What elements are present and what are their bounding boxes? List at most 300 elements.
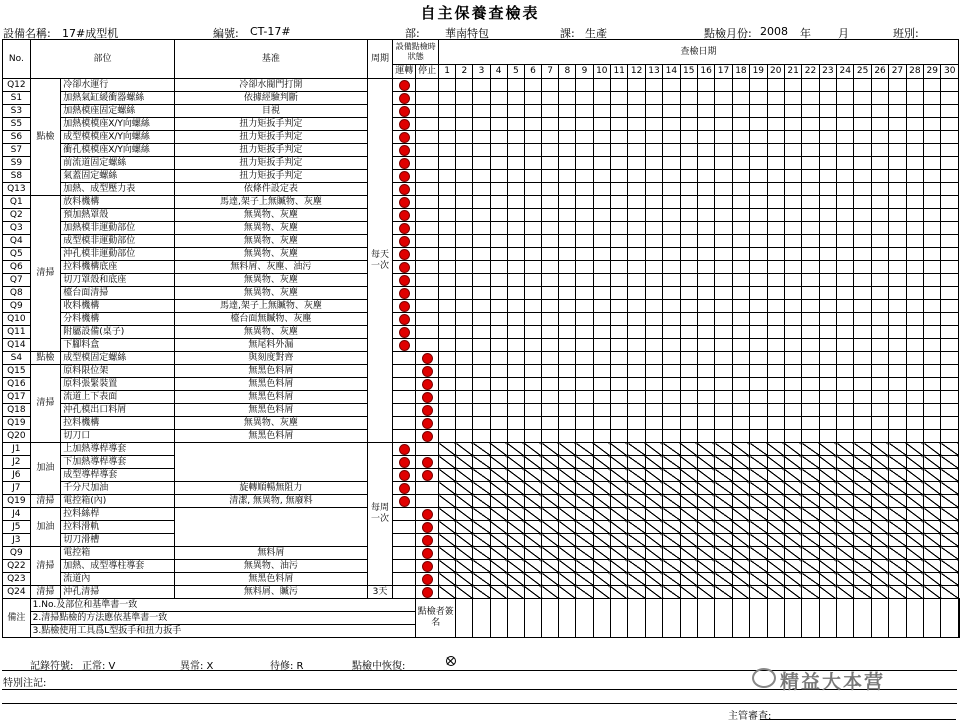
- check-cell[interactable]: [750, 443, 767, 456]
- check-cell[interactable]: [507, 586, 524, 599]
- check-cell[interactable]: [663, 378, 680, 391]
- check-cell[interactable]: [524, 417, 541, 430]
- check-cell[interactable]: [507, 144, 524, 157]
- check-cell[interactable]: [871, 573, 888, 586]
- check-cell[interactable]: [680, 521, 697, 534]
- check-cell[interactable]: [456, 365, 473, 378]
- check-cell[interactable]: [871, 404, 888, 417]
- check-cell[interactable]: [524, 508, 541, 521]
- check-cell[interactable]: [906, 235, 923, 248]
- check-cell[interactable]: [456, 248, 473, 261]
- check-cell[interactable]: [732, 508, 749, 521]
- check-cell[interactable]: [854, 430, 871, 443]
- check-cell[interactable]: [645, 404, 662, 417]
- check-cell[interactable]: [542, 92, 559, 105]
- check-cell[interactable]: [439, 547, 456, 560]
- check-cell[interactable]: [490, 378, 507, 391]
- check-cell[interactable]: [628, 79, 645, 92]
- check-cell[interactable]: [680, 196, 697, 209]
- check-cell[interactable]: [507, 417, 524, 430]
- check-cell[interactable]: [732, 157, 749, 170]
- check-cell[interactable]: [559, 300, 576, 313]
- check-cell[interactable]: [524, 521, 541, 534]
- check-cell[interactable]: [559, 573, 576, 586]
- check-cell[interactable]: [645, 378, 662, 391]
- check-cell[interactable]: [473, 430, 490, 443]
- check-cell[interactable]: [524, 430, 541, 443]
- check-cell[interactable]: [715, 235, 732, 248]
- check-cell[interactable]: [871, 469, 888, 482]
- check-cell[interactable]: [628, 560, 645, 573]
- check-cell[interactable]: [750, 547, 767, 560]
- check-cell[interactable]: [871, 300, 888, 313]
- check-cell[interactable]: [715, 339, 732, 352]
- check-cell[interactable]: [524, 469, 541, 482]
- check-cell[interactable]: [889, 586, 906, 599]
- check-cell[interactable]: [854, 222, 871, 235]
- check-cell[interactable]: [680, 482, 697, 495]
- check-cell[interactable]: [924, 339, 941, 352]
- check-cell[interactable]: [732, 326, 749, 339]
- check-cell[interactable]: [715, 521, 732, 534]
- check-cell[interactable]: [663, 443, 680, 456]
- check-cell[interactable]: [697, 443, 714, 456]
- check-cell[interactable]: [507, 209, 524, 222]
- check-cell[interactable]: [854, 456, 871, 469]
- check-cell[interactable]: [697, 222, 714, 235]
- check-cell[interactable]: [490, 547, 507, 560]
- check-cell[interactable]: [837, 456, 854, 469]
- check-cell[interactable]: [610, 235, 627, 248]
- check-cell[interactable]: [924, 456, 941, 469]
- check-cell[interactable]: [871, 79, 888, 92]
- check-cell[interactable]: [819, 430, 836, 443]
- check-cell[interactable]: [715, 313, 732, 326]
- check-cell[interactable]: [593, 508, 610, 521]
- check-cell[interactable]: [906, 79, 923, 92]
- check-cell[interactable]: [697, 547, 714, 560]
- check-cell[interactable]: [715, 209, 732, 222]
- check-cell[interactable]: [490, 79, 507, 92]
- check-cell[interactable]: [906, 92, 923, 105]
- check-cell[interactable]: [732, 404, 749, 417]
- check-cell[interactable]: [559, 79, 576, 92]
- check-cell[interactable]: [871, 209, 888, 222]
- check-cell[interactable]: [456, 300, 473, 313]
- check-cell[interactable]: [593, 586, 610, 599]
- check-cell[interactable]: [889, 508, 906, 521]
- check-cell[interactable]: [663, 391, 680, 404]
- check-cell[interactable]: [906, 534, 923, 547]
- check-cell[interactable]: [663, 417, 680, 430]
- check-cell[interactable]: [593, 404, 610, 417]
- check-cell[interactable]: [559, 170, 576, 183]
- check-cell[interactable]: [924, 183, 941, 196]
- check-cell[interactable]: [473, 170, 490, 183]
- check-cell[interactable]: [784, 222, 801, 235]
- check-cell[interactable]: [924, 261, 941, 274]
- check-cell[interactable]: [542, 378, 559, 391]
- check-cell[interactable]: [507, 430, 524, 443]
- check-cell[interactable]: [871, 144, 888, 157]
- check-cell[interactable]: [439, 339, 456, 352]
- check-cell[interactable]: [542, 417, 559, 430]
- check-cell[interactable]: [837, 300, 854, 313]
- check-cell[interactable]: [941, 157, 959, 170]
- check-cell[interactable]: [854, 534, 871, 547]
- check-cell[interactable]: [906, 391, 923, 404]
- check-cell[interactable]: [456, 339, 473, 352]
- check-cell[interactable]: [524, 443, 541, 456]
- check-cell[interactable]: [837, 131, 854, 144]
- check-cell[interactable]: [490, 430, 507, 443]
- signature-cell[interactable]: [507, 599, 524, 638]
- check-cell[interactable]: [473, 287, 490, 300]
- check-cell[interactable]: [750, 131, 767, 144]
- check-cell[interactable]: [819, 443, 836, 456]
- check-cell[interactable]: [819, 183, 836, 196]
- check-cell[interactable]: [645, 352, 662, 365]
- check-cell[interactable]: [750, 209, 767, 222]
- check-cell[interactable]: [697, 261, 714, 274]
- check-cell[interactable]: [610, 92, 627, 105]
- check-cell[interactable]: [663, 469, 680, 482]
- check-cell[interactable]: [645, 209, 662, 222]
- signature-cell[interactable]: [924, 599, 941, 638]
- check-cell[interactable]: [802, 365, 819, 378]
- check-cell[interactable]: [439, 131, 456, 144]
- check-cell[interactable]: [906, 547, 923, 560]
- check-cell[interactable]: [663, 573, 680, 586]
- check-cell[interactable]: [473, 79, 490, 92]
- check-cell[interactable]: [871, 131, 888, 144]
- check-cell[interactable]: [889, 248, 906, 261]
- check-cell[interactable]: [750, 456, 767, 469]
- check-cell[interactable]: [906, 508, 923, 521]
- check-cell[interactable]: [507, 313, 524, 326]
- check-cell[interactable]: [906, 170, 923, 183]
- check-cell[interactable]: [906, 417, 923, 430]
- check-cell[interactable]: [784, 534, 801, 547]
- check-cell[interactable]: [871, 313, 888, 326]
- check-cell[interactable]: [610, 300, 627, 313]
- check-cell[interactable]: [906, 209, 923, 222]
- check-cell[interactable]: [490, 235, 507, 248]
- check-cell[interactable]: [576, 534, 593, 547]
- check-cell[interactable]: [542, 183, 559, 196]
- signature-cell[interactable]: [593, 599, 610, 638]
- check-cell[interactable]: [697, 326, 714, 339]
- check-cell[interactable]: [715, 352, 732, 365]
- check-cell[interactable]: [610, 326, 627, 339]
- check-cell[interactable]: [750, 508, 767, 521]
- check-cell[interactable]: [924, 235, 941, 248]
- check-cell[interactable]: [680, 300, 697, 313]
- check-cell[interactable]: [715, 183, 732, 196]
- check-cell[interactable]: [576, 118, 593, 131]
- check-cell[interactable]: [542, 534, 559, 547]
- check-cell[interactable]: [439, 105, 456, 118]
- check-cell[interactable]: [645, 482, 662, 495]
- check-cell[interactable]: [456, 209, 473, 222]
- check-cell[interactable]: [490, 534, 507, 547]
- check-cell[interactable]: [732, 170, 749, 183]
- signature-cell[interactable]: [767, 599, 784, 638]
- check-cell[interactable]: [837, 391, 854, 404]
- check-cell[interactable]: [819, 313, 836, 326]
- check-cell[interactable]: [871, 391, 888, 404]
- check-cell[interactable]: [559, 92, 576, 105]
- check-cell[interactable]: [507, 105, 524, 118]
- check-cell[interactable]: [490, 573, 507, 586]
- check-cell[interactable]: [680, 313, 697, 326]
- check-cell[interactable]: [767, 313, 784, 326]
- check-cell[interactable]: [524, 365, 541, 378]
- check-cell[interactable]: [593, 313, 610, 326]
- check-cell[interactable]: [473, 547, 490, 560]
- check-cell[interactable]: [819, 157, 836, 170]
- check-cell[interactable]: [680, 287, 697, 300]
- check-cell[interactable]: [906, 573, 923, 586]
- check-cell[interactable]: [924, 209, 941, 222]
- check-cell[interactable]: [715, 157, 732, 170]
- check-cell[interactable]: [593, 79, 610, 92]
- check-cell[interactable]: [593, 391, 610, 404]
- check-cell[interactable]: [732, 105, 749, 118]
- check-cell[interactable]: [645, 521, 662, 534]
- check-cell[interactable]: [507, 157, 524, 170]
- check-cell[interactable]: [715, 248, 732, 261]
- check-cell[interactable]: [628, 183, 645, 196]
- check-cell[interactable]: [697, 352, 714, 365]
- check-cell[interactable]: [715, 170, 732, 183]
- check-cell[interactable]: [715, 144, 732, 157]
- check-cell[interactable]: [473, 300, 490, 313]
- check-cell[interactable]: [767, 378, 784, 391]
- check-cell[interactable]: [473, 144, 490, 157]
- check-cell[interactable]: [610, 118, 627, 131]
- check-cell[interactable]: [750, 248, 767, 261]
- check-cell[interactable]: [645, 573, 662, 586]
- check-cell[interactable]: [784, 261, 801, 274]
- check-cell[interactable]: [663, 144, 680, 157]
- check-cell[interactable]: [473, 404, 490, 417]
- check-cell[interactable]: [924, 443, 941, 456]
- check-cell[interactable]: [732, 352, 749, 365]
- check-cell[interactable]: [559, 339, 576, 352]
- check-cell[interactable]: [802, 391, 819, 404]
- check-cell[interactable]: [524, 482, 541, 495]
- check-cell[interactable]: [628, 248, 645, 261]
- check-cell[interactable]: [697, 417, 714, 430]
- check-cell[interactable]: [628, 508, 645, 521]
- check-cell[interactable]: [802, 144, 819, 157]
- check-cell[interactable]: [456, 521, 473, 534]
- check-cell[interactable]: [456, 157, 473, 170]
- check-cell[interactable]: [837, 495, 854, 508]
- check-cell[interactable]: [439, 560, 456, 573]
- check-cell[interactable]: [490, 521, 507, 534]
- check-cell[interactable]: [941, 261, 959, 274]
- check-cell[interactable]: [680, 105, 697, 118]
- check-cell[interactable]: [941, 456, 959, 469]
- check-cell[interactable]: [610, 352, 627, 365]
- check-cell[interactable]: [854, 417, 871, 430]
- check-cell[interactable]: [680, 326, 697, 339]
- check-cell[interactable]: [645, 586, 662, 599]
- signature-cell[interactable]: [576, 599, 593, 638]
- check-cell[interactable]: [924, 157, 941, 170]
- check-cell[interactable]: [507, 469, 524, 482]
- check-cell[interactable]: [628, 235, 645, 248]
- check-cell[interactable]: [715, 534, 732, 547]
- check-cell[interactable]: [802, 560, 819, 573]
- check-cell[interactable]: [610, 456, 627, 469]
- check-cell[interactable]: [610, 170, 627, 183]
- check-cell[interactable]: [854, 560, 871, 573]
- check-cell[interactable]: [837, 261, 854, 274]
- check-cell[interactable]: [628, 287, 645, 300]
- check-cell[interactable]: [610, 573, 627, 586]
- check-cell[interactable]: [680, 235, 697, 248]
- signature-cell[interactable]: [906, 599, 923, 638]
- check-cell[interactable]: [889, 573, 906, 586]
- check-cell[interactable]: [906, 131, 923, 144]
- check-cell[interactable]: [924, 430, 941, 443]
- check-cell[interactable]: [645, 365, 662, 378]
- check-cell[interactable]: [941, 560, 959, 573]
- check-cell[interactable]: [819, 248, 836, 261]
- check-cell[interactable]: [819, 482, 836, 495]
- check-cell[interactable]: [802, 170, 819, 183]
- check-cell[interactable]: [889, 131, 906, 144]
- check-cell[interactable]: [593, 443, 610, 456]
- check-cell[interactable]: [645, 222, 662, 235]
- check-cell[interactable]: [456, 573, 473, 586]
- check-cell[interactable]: [663, 248, 680, 261]
- check-cell[interactable]: [837, 482, 854, 495]
- signature-cell[interactable]: [542, 599, 559, 638]
- check-cell[interactable]: [628, 118, 645, 131]
- check-cell[interactable]: [439, 391, 456, 404]
- check-cell[interactable]: [439, 352, 456, 365]
- check-cell[interactable]: [610, 482, 627, 495]
- check-cell[interactable]: [767, 105, 784, 118]
- check-cell[interactable]: [750, 261, 767, 274]
- check-cell[interactable]: [906, 287, 923, 300]
- check-cell[interactable]: [837, 534, 854, 547]
- check-cell[interactable]: [507, 196, 524, 209]
- check-cell[interactable]: [784, 495, 801, 508]
- check-cell[interactable]: [819, 586, 836, 599]
- check-cell[interactable]: [507, 79, 524, 92]
- check-cell[interactable]: [924, 352, 941, 365]
- check-cell[interactable]: [576, 274, 593, 287]
- check-cell[interactable]: [732, 391, 749, 404]
- check-cell[interactable]: [941, 521, 959, 534]
- check-cell[interactable]: [663, 92, 680, 105]
- check-cell[interactable]: [542, 547, 559, 560]
- check-cell[interactable]: [767, 248, 784, 261]
- check-cell[interactable]: [924, 534, 941, 547]
- check-cell[interactable]: [924, 92, 941, 105]
- check-cell[interactable]: [750, 235, 767, 248]
- check-cell[interactable]: [507, 274, 524, 287]
- check-cell[interactable]: [767, 495, 784, 508]
- check-cell[interactable]: [750, 573, 767, 586]
- check-cell[interactable]: [732, 482, 749, 495]
- check-cell[interactable]: [524, 157, 541, 170]
- check-cell[interactable]: [697, 495, 714, 508]
- check-cell[interactable]: [680, 144, 697, 157]
- check-cell[interactable]: [924, 586, 941, 599]
- check-cell[interactable]: [456, 144, 473, 157]
- check-cell[interactable]: [697, 508, 714, 521]
- check-cell[interactable]: [715, 300, 732, 313]
- check-cell[interactable]: [559, 131, 576, 144]
- check-cell[interactable]: [802, 352, 819, 365]
- check-cell[interactable]: [456, 79, 473, 92]
- check-cell[interactable]: [924, 391, 941, 404]
- check-cell[interactable]: [802, 430, 819, 443]
- check-cell[interactable]: [663, 326, 680, 339]
- check-cell[interactable]: [837, 326, 854, 339]
- check-cell[interactable]: [767, 469, 784, 482]
- check-cell[interactable]: [593, 430, 610, 443]
- check-cell[interactable]: [784, 430, 801, 443]
- check-cell[interactable]: [767, 456, 784, 469]
- check-cell[interactable]: [854, 352, 871, 365]
- check-cell[interactable]: [819, 560, 836, 573]
- check-cell[interactable]: [697, 196, 714, 209]
- check-cell[interactable]: [593, 183, 610, 196]
- check-cell[interactable]: [750, 300, 767, 313]
- check-cell[interactable]: [628, 534, 645, 547]
- check-cell[interactable]: [490, 326, 507, 339]
- check-cell[interactable]: [819, 521, 836, 534]
- check-cell[interactable]: [697, 300, 714, 313]
- check-cell[interactable]: [593, 157, 610, 170]
- check-cell[interactable]: [524, 326, 541, 339]
- check-cell[interactable]: [559, 183, 576, 196]
- check-cell[interactable]: [680, 157, 697, 170]
- check-cell[interactable]: [576, 469, 593, 482]
- check-cell[interactable]: [576, 521, 593, 534]
- check-cell[interactable]: [593, 196, 610, 209]
- check-cell[interactable]: [941, 105, 959, 118]
- check-cell[interactable]: [819, 118, 836, 131]
- check-cell[interactable]: [576, 482, 593, 495]
- check-cell[interactable]: [889, 209, 906, 222]
- check-cell[interactable]: [697, 235, 714, 248]
- check-cell[interactable]: [542, 443, 559, 456]
- check-cell[interactable]: [767, 235, 784, 248]
- check-cell[interactable]: [854, 391, 871, 404]
- check-cell[interactable]: [473, 235, 490, 248]
- check-cell[interactable]: [576, 222, 593, 235]
- check-cell[interactable]: [542, 248, 559, 261]
- check-cell[interactable]: [715, 443, 732, 456]
- check-cell[interactable]: [507, 352, 524, 365]
- check-cell[interactable]: [837, 222, 854, 235]
- check-cell[interactable]: [663, 313, 680, 326]
- check-cell[interactable]: [456, 378, 473, 391]
- check-cell[interactable]: [854, 495, 871, 508]
- check-cell[interactable]: [663, 365, 680, 378]
- check-cell[interactable]: [507, 287, 524, 300]
- check-cell[interactable]: [697, 144, 714, 157]
- check-cell[interactable]: [439, 534, 456, 547]
